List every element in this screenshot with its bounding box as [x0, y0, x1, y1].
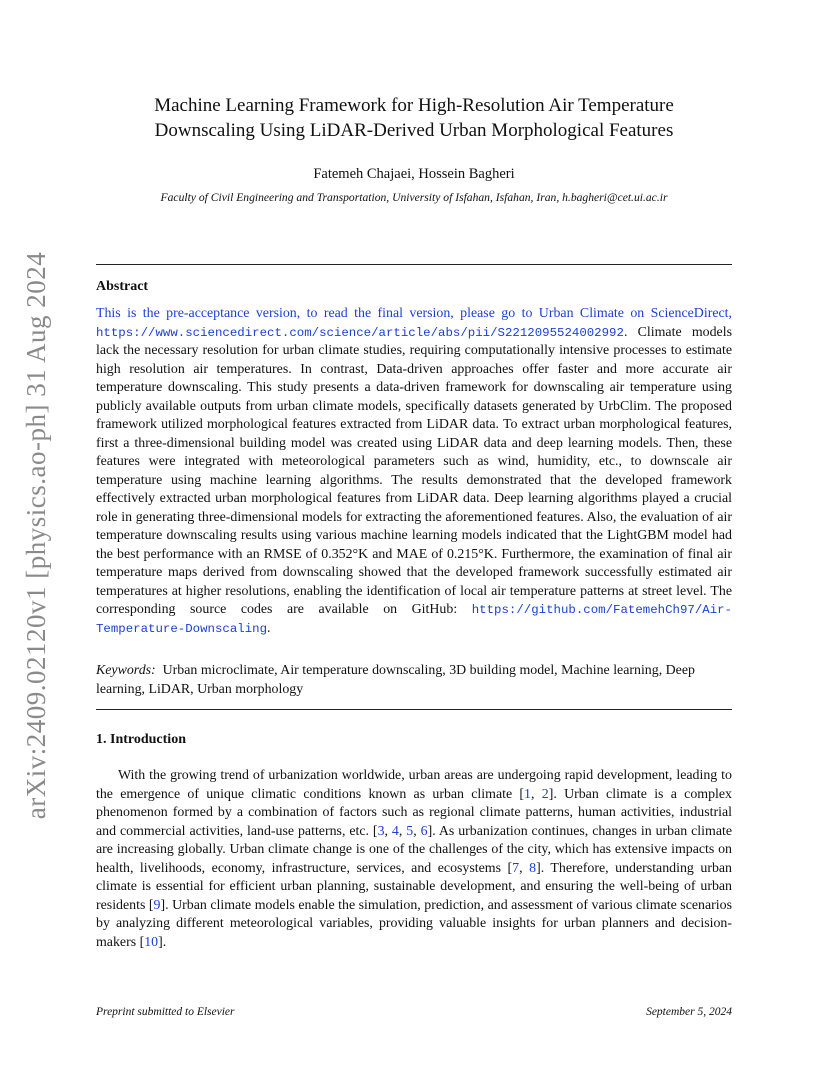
citation-link[interactable]: 10 — [144, 934, 159, 950]
intro-text: ]. Urban climate is a complex phenomenon formed by a combination of factors such as regional climate patterns, human activities, industrial and commercial activities, land-use patterns, etc. [ — [96, 786, 732, 839]
introduction-heading: 1. Introduction — [96, 732, 186, 747]
keywords-label: Keywords: — [96, 663, 156, 678]
intro-text: ]. Urban climate models enable the simulation, prediction, and assessment of various climate scenarios by analyzing different meteorological variables, providing valuable insights for urban planners and decision-makers [ — [96, 897, 732, 950]
arxiv-identifier-text: arXiv:2409.02120v1 [physics.ao-ph] 31 Aug 2024 — [21, 251, 52, 819]
github-url-link[interactable]: https://github.com/FatemehCh97/Air-Temperature-Downscaling — [96, 603, 732, 636]
keywords-list: Urban microclimate, Air temperature downscaling, 3D building model, Machine learning, Deep learning, LiDAR, Urban morphology — [96, 663, 695, 697]
footer-date: September 5, 2024 — [646, 1006, 732, 1018]
final-version-link[interactable]: This is the pre-acceptance version, to read the final version, please go to Urban Climate on ScienceDirect, — [96, 306, 732, 321]
citation-link[interactable]: 7 — [512, 860, 520, 876]
intro-text: ]. Therefore, understanding urban climate is essential for efficient urban planning, sustainable development, and ensuring the well-being of urban residents [ — [96, 860, 732, 913]
intro-text: ]. As urbanization continues, changes in urban climate are increasing globally. Urban climate change is one of the challenges of the city, which has extensive impacts on health, livelihoods, economy, infrastructure, services, and ecosystems [ — [96, 823, 733, 876]
intro-text: , — [531, 786, 542, 802]
paper-title — [96, 93, 732, 143]
intro-text: ]. — [158, 934, 167, 950]
abstract-heading: Abstract — [96, 279, 149, 294]
citation-link[interactable]: 4 — [391, 823, 399, 839]
abstract-body: . Climate models lack the necessary resolution for urban climate studies, requiring computationally intensive processes to estimate high resolution air temperatures. In contrast, Data-driven approaches offer faster and more accurate air temperature downscaling. This study presents a data-driven framework for downscaling air temperature using publicly available outputs from urban climate models, specifically datasets generated by UrbClim. The proposed framework utilized morphological features extracted from LiDAR data. To extract urban morphological features, first a three-dimensional building model was created using LiDAR data and deep learning models. Then, these features were integrated with meteorological parameters such as wind, humidity, etc., to downscale air temperature using machine learning algorithms. The results demonstrated that the developed framework effectively extracted urban morphological features from LiDAR data. Deep learning algorithms played a crucial role in generating three-dimensional models for extracting the aforementioned features. Also, the evaluation of air temperature downscaling results using various machine learning models indicated that the LightGBM model had the best performance with an RMSE of 0.352°K and MAE of 0.215°K. Furthermore, the examination of final air temperature maps derived from downscaling showed that the developed framework successfully estimated air temperatures at higher resolutions, enabling the identification of local air temperature patterns at street level. The corresponding source codes are available on GitHub: — [96, 324, 732, 617]
citation-link[interactable]: 5 — [406, 823, 414, 839]
citation-link[interactable]: 6 — [420, 823, 428, 839]
abstract-text — [96, 305, 732, 638]
citation-link[interactable]: 3 — [377, 823, 385, 839]
title-line-1: Machine Learning Framework for High-Resolution Air Temperature — [154, 95, 674, 116]
author-list: Fatemeh Chajaei, Hossein Bagheri — [313, 166, 515, 182]
intro-text: , — [384, 823, 392, 839]
citation-link[interactable]: 2 — [541, 786, 549, 802]
citation-link[interactable]: 1 — [524, 786, 531, 802]
intro-text: , — [519, 860, 530, 876]
abstract-end: . — [267, 620, 271, 636]
keywords-block — [96, 662, 732, 699]
title-line-2: Downscaling Using LiDAR-Derived Urban Morphological Features — [154, 120, 674, 141]
intro-text: With the growing trend of urbanization worldwide, urban areas are undergoing rapid development, leading to the emergence of unique climatic conditions known as urban climate [ — [96, 768, 732, 802]
sciencedirect-url-link[interactable]: https://www.sciencedirect.com/science/article/abs/pii/S2212095524002992 — [96, 325, 624, 340]
top-divider — [96, 264, 732, 265]
footer-preprint-note: Preprint submitted to Elsevier — [96, 1006, 235, 1018]
author-affiliation: Faculty of Civil Engineering and Transportation, University of Isfahan, Isfahan, Iran, h.bagheri@cet.ui.ac.ir — [160, 191, 668, 204]
introduction-paragraph — [96, 767, 732, 952]
bottom-divider — [96, 709, 732, 710]
intro-text: , — [413, 823, 421, 839]
citation-link[interactable]: 8 — [529, 860, 537, 876]
intro-text: , — [398, 823, 407, 839]
citation-link[interactable]: 9 — [153, 897, 161, 913]
arxiv-identifier-stamp — [14, 250, 60, 820]
